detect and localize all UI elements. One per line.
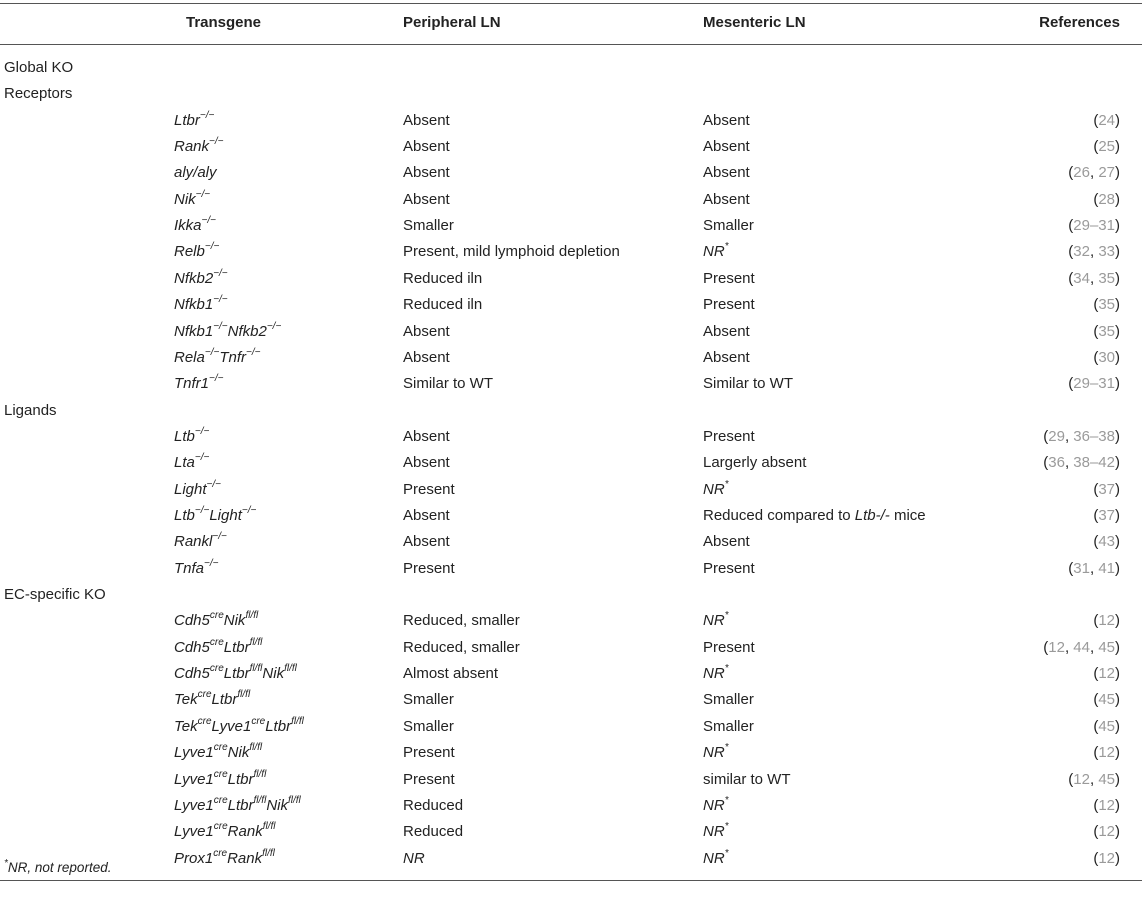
mesenteric-ln-cell: Absent [703, 111, 750, 129]
reference-link[interactable]: 30 [1098, 348, 1115, 366]
reference-link[interactable]: 12 [1048, 638, 1065, 656]
peripheral-ln-cell: Absent [403, 454, 450, 472]
mesenteric-ln-cell: Absent [703, 533, 750, 551]
reference-link[interactable]: 32 [1073, 243, 1090, 261]
transgene-cell: Ltb−/− [174, 425, 210, 445]
transgene-cell: $Prox1^{cre}Rank^{fl/fl}$ [174, 847, 275, 867]
reference-link[interactable]: 29–31 [1073, 217, 1115, 235]
transgene-cell: Rela−/−Tnfr−/− [174, 346, 261, 366]
table-row [0, 635, 1145, 661]
references-cell: (28) [1093, 190, 1120, 208]
references-cell: (12) [1093, 665, 1120, 683]
reference-link[interactable]: 35 [1098, 296, 1115, 314]
section-label: EC-specific KO [4, 586, 106, 603]
references-cell: (12) [1093, 823, 1120, 841]
table-row [0, 371, 1145, 397]
reference-link[interactable]: 35 [1098, 322, 1115, 340]
table-row [0, 661, 1145, 687]
mesenteric-ln-cell: NR* [703, 478, 729, 498]
subsection-row [0, 81, 1145, 107]
references-cell: (25) [1093, 138, 1120, 155]
subsection-label: Ligands [4, 401, 57, 419]
table-row [0, 556, 1145, 582]
subsection-row [0, 398, 1145, 424]
reference-link[interactable]: 12 [1098, 744, 1115, 762]
subsection-label: Receptors [4, 85, 73, 103]
reference-link[interactable]: 12 [1098, 665, 1115, 683]
reference-link[interactable]: 44 [1073, 638, 1090, 656]
references-cell: (45) [1093, 691, 1120, 709]
transgene-cell: $Lyve1^{cre}Ltbr^{fl/fl}Nik^{fl/fl}$ [174, 794, 301, 814]
peripheral-ln-cell: Reduced, smaller [403, 638, 520, 656]
transgene-cell: Ikka−/− [174, 215, 216, 235]
table-row [0, 608, 1145, 634]
reference-link[interactable]: 43 [1098, 533, 1115, 551]
header-references: References [1039, 14, 1120, 31]
peripheral-ln-cell: Similar to WT [403, 375, 493, 393]
transgene-cell: $Tek^{cre}Lyve1^{cre}Ltbr^{fl/fl}$ [174, 715, 304, 735]
table-row [0, 714, 1145, 740]
transgene-cell: Ltbr−/− [174, 109, 215, 129]
peripheral-ln-cell: Reduced [403, 823, 464, 841]
transgene-cell: Rankl−/− [174, 531, 227, 551]
mesenteric-ln-cell: NR* [703, 663, 729, 683]
peripheral-ln-cell: Reduced [403, 796, 464, 814]
peripheral-ln-cell: Reduced iln [403, 269, 483, 287]
table-row [0, 266, 1145, 292]
references-cell: (12) [1093, 849, 1120, 867]
header-peripheral-ln: Peripheral LN [403, 14, 501, 31]
peripheral-ln-cell: NR [403, 849, 425, 867]
transgene-cell: Nik−/− [174, 188, 211, 208]
transgene-cell: $Cdh5^{cre}Nik^{fl/fl}$ [174, 610, 259, 630]
header-transgene: Transgene [186, 14, 262, 31]
reference-link[interactable]: 45 [1098, 770, 1115, 788]
header-row [0, 10, 1145, 36]
references-cell: (12) [1093, 796, 1120, 814]
transgene-cell: Rank−/− [174, 136, 224, 155]
table-row [0, 424, 1145, 450]
reference-link[interactable]: 31 [1073, 559, 1090, 577]
section-label: Global KO [4, 59, 74, 76]
references-cell: (35) [1093, 296, 1120, 314]
peripheral-ln-cell: Smaller [403, 217, 454, 235]
reference-link[interactable]: 28 [1098, 190, 1115, 208]
table-row [0, 767, 1145, 793]
reference-link[interactable]: 35 [1098, 269, 1115, 287]
reference-link[interactable]: 27 [1098, 164, 1115, 182]
transgene-cell: Lta−/− [174, 452, 210, 472]
table-row [0, 687, 1145, 713]
table-row [0, 503, 1145, 529]
table-row [0, 740, 1145, 766]
reference-link[interactable]: 29 [1048, 427, 1065, 445]
reference-link[interactable]: 45 [1098, 638, 1115, 656]
table-row [0, 108, 1145, 134]
section-row [0, 582, 1145, 608]
reference-link[interactable]: 45 [1098, 717, 1115, 735]
references-cell: (12) [1093, 744, 1120, 762]
peripheral-ln-cell: Reduced iln [403, 296, 483, 314]
mesenteric-ln-cell: Smaller [703, 717, 754, 735]
table-row [0, 239, 1145, 265]
mesenteric-ln-cell: Absent [703, 322, 750, 340]
references-cell: (45) [1093, 717, 1120, 735]
reference-link[interactable]: 36 [1048, 454, 1065, 472]
table-row [0, 292, 1145, 318]
transgene-cell: $Lyve1^{cre}Nik^{fl/fl}$ [174, 742, 263, 762]
peripheral-ln-cell: Reduced, smaller [403, 612, 520, 630]
references-cell: (12) [1093, 612, 1120, 630]
mesenteric-ln-cell: Similar to WT [703, 375, 793, 393]
peripheral-ln-cell: Absent [403, 507, 450, 524]
reference-link[interactable]: 45 [1098, 691, 1115, 709]
mesenteric-ln-cell: Smaller [703, 691, 754, 709]
peripheral-ln-cell: Present [403, 744, 455, 762]
table-row [0, 213, 1145, 239]
table-row [0, 477, 1145, 503]
peripheral-ln-cell: Absent [403, 533, 450, 551]
peripheral-ln-cell: Smaller [403, 691, 454, 709]
transgene-cell: Light−/− [174, 478, 221, 498]
references-cell: (29–31) [1068, 375, 1120, 393]
references-cell: (30) [1093, 348, 1120, 366]
mesenteric-ln-cell: Present [703, 559, 755, 577]
peripheral-ln-cell: Smaller [403, 717, 454, 735]
reference-link[interactable]: 29–31 [1073, 375, 1115, 393]
table-row [0, 450, 1145, 476]
peripheral-ln-cell: Absent [403, 164, 450, 182]
table-row [0, 134, 1145, 160]
reference-link[interactable]: 25 [1098, 138, 1115, 155]
transgene-cell: $Lyve1^{cre}Rank^{fl/fl}$ [174, 821, 276, 841]
references-cell: (12, 45) [1068, 770, 1120, 788]
table-row [0, 319, 1145, 345]
table-row [0, 846, 1145, 872]
reference-link[interactable]: 36–38 [1073, 427, 1115, 445]
references-cell: (43) [1093, 533, 1120, 551]
mesenteric-ln-cell: NR* [703, 610, 729, 630]
mesenteric-ln-cell: NR* [703, 821, 729, 841]
references-cell: (29–31) [1068, 217, 1120, 235]
mesenteric-ln-cell: Absent [703, 164, 750, 182]
header-rule [0, 44, 1142, 45]
peripheral-ln-cell: Present [403, 480, 455, 498]
bottom-rule [0, 880, 1142, 881]
peripheral-ln-cell: Absent [403, 111, 450, 129]
references-cell: (29, 36–38) [1043, 427, 1120, 445]
transgene-cell: Nfkb1−/− [174, 294, 228, 314]
peripheral-ln-cell: Absent [403, 138, 450, 155]
references-cell: (37) [1093, 507, 1120, 524]
table-row [0, 529, 1145, 555]
references-cell: (36, 38–42) [1043, 454, 1120, 472]
peripheral-ln-cell: Absent [403, 427, 450, 445]
peripheral-ln-cell: Present [403, 770, 455, 788]
references-cell: (12, 44, 45) [1043, 638, 1120, 656]
table-row [0, 793, 1145, 819]
references-cell: (32, 33) [1068, 243, 1120, 261]
reference-link[interactable]: 33 [1098, 243, 1115, 261]
mesenteric-ln-cell: Absent [703, 190, 750, 208]
reference-link[interactable]: 37 [1098, 480, 1115, 498]
transgene-cell: aly/aly [174, 164, 217, 182]
transgene-cell: $Cdh5^{cre}Ltbr^{fl/fl}$ [174, 636, 263, 656]
peripheral-ln-cell: Present [403, 559, 455, 577]
reference-link[interactable]: 24 [1098, 111, 1115, 129]
references-cell: (34, 35) [1068, 269, 1120, 287]
mesenteric-ln-cell: Absent [703, 348, 750, 366]
transgene-cell: Tnfr1−/− [174, 373, 224, 393]
references-cell: (31, 41) [1068, 559, 1120, 577]
table-footnote [4, 857, 112, 875]
mesenteric-ln-cell: NR* [703, 794, 729, 814]
mesenteric-ln-cell: NR* [703, 847, 729, 867]
mesenteric-ln-cell: similar to WT [703, 770, 791, 788]
transgene-cell: Ltb−/−Light−/− [174, 505, 257, 524]
reference-link[interactable]: 37 [1098, 507, 1115, 524]
transgene-cell: Relb−/− [174, 241, 220, 261]
table-row [0, 187, 1145, 213]
transgene-cell: Nfkb1−/−Nfkb2−/− [174, 320, 282, 340]
mesenteric-ln-cell: Present [703, 427, 755, 445]
mesenteric-ln-cell: NR* [703, 742, 729, 762]
transgene-cell: $Cdh5^{cre}Ltbr^{fl/fl}Nik^{fl/fl}$ [174, 663, 297, 683]
reference-link[interactable]: 26 [1073, 164, 1090, 182]
mesenteric-ln-cell: Absent [703, 138, 750, 155]
reference-link[interactable]: 38–42 [1073, 454, 1115, 472]
reference-link[interactable]: 41 [1098, 559, 1115, 577]
references-cell: (24) [1093, 111, 1120, 129]
transgene-cell: Nfkb2−/− [174, 267, 228, 287]
mesenteric-ln-cell: Present [703, 296, 755, 314]
transgene-cell: $Lyve1^{cre}Ltbr^{fl/fl}$ [174, 768, 267, 788]
references-cell: (35) [1093, 322, 1120, 340]
transgene-cell: Tek$^{cre}$Ltbr$^{fl/fl}$ [174, 689, 251, 709]
peripheral-ln-cell: Almost absent [403, 665, 499, 683]
peripheral-ln-cell: Absent [403, 348, 450, 366]
mesenteric-ln-cell: Reduced compared to Ltb-/- mice [703, 507, 926, 524]
section-row [0, 55, 1145, 81]
table-row [0, 160, 1145, 186]
reference-link[interactable]: 12 [1098, 612, 1115, 630]
reference-link[interactable]: 34 [1073, 269, 1090, 287]
mesenteric-ln-cell: Present [703, 269, 755, 287]
footnote-text: NR, not reported. [7, 860, 112, 875]
mesenteric-ln-cell: Smaller [703, 217, 754, 235]
mesenteric-ln-cell: Present [703, 638, 755, 656]
mesenteric-ln-cell: NR* [703, 241, 729, 261]
table-row [0, 345, 1145, 371]
reference-link[interactable]: 12 [1098, 796, 1115, 814]
transgene-cell: Tnfa−/− [174, 557, 219, 577]
footnote-mark: * [4, 857, 8, 869]
header-mesenteric-ln: Mesenteric LN [703, 14, 806, 31]
references-cell: (26, 27) [1068, 164, 1120, 182]
peripheral-ln-cell: Absent [403, 322, 450, 340]
references-cell: (37) [1093, 480, 1120, 498]
reference-link[interactable]: 12 [1073, 770, 1090, 788]
table-row [0, 819, 1145, 845]
reference-link[interactable]: 12 [1098, 823, 1115, 841]
mesenteric-ln-cell: Largerly absent [703, 454, 807, 472]
reference-link[interactable]: 12 [1098, 849, 1115, 867]
top-rule [0, 3, 1142, 4]
peripheral-ln-cell: Absent [403, 190, 450, 208]
peripheral-ln-cell: Present, mild lymphoid depletion [403, 243, 620, 261]
